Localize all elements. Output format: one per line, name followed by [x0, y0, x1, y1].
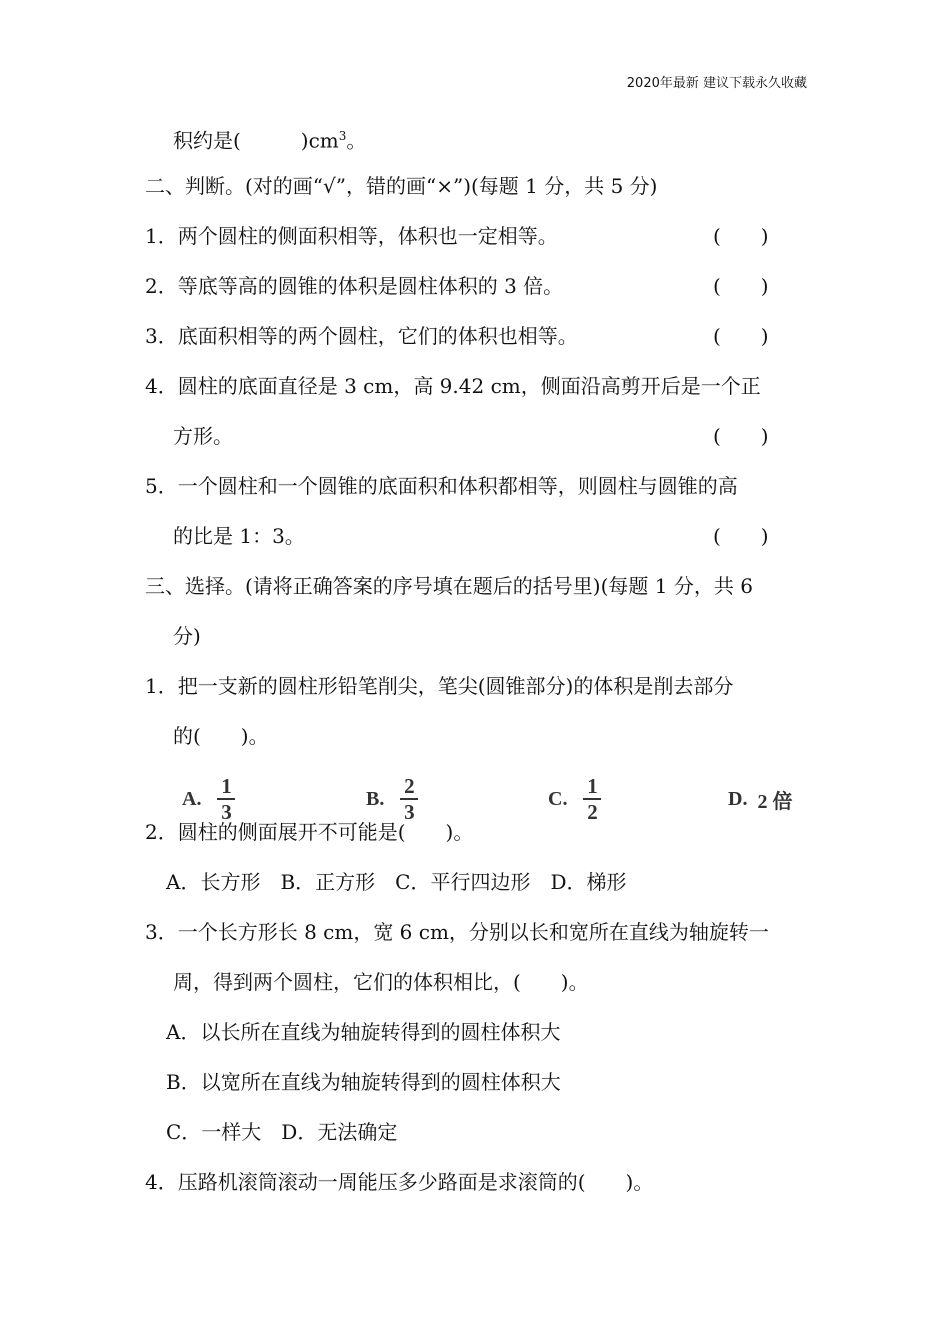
section-3-title: 三、选择。(请将正确答案的序号填在题后的括号里)(每题 1 分，共 6 — [145, 574, 753, 598]
judge-5-cont: 的比是 1：3。 — [173, 524, 305, 548]
judge-5: 5．一个圆柱和一个圆锥的底面积和体积都相等，则圆柱与圆锥的高 — [145, 474, 738, 498]
fraction: $\frac{1}{2}$ — [583, 775, 601, 823]
judge-4: 4．圆柱的底面直径是 3 cm，高 9.42 cm，侧面沿高剪开后是一个正 — [145, 374, 761, 398]
answer-paren: ( ) — [713, 274, 769, 298]
section-3-title-cont: 分) — [173, 624, 201, 648]
choice-1-option-c: C. $\frac{1}{2}$ — [548, 774, 601, 824]
choice-3-option-cd: C．一样大 D．无法确定 — [166, 1120, 398, 1144]
choice-4: 4．压路机滚筒滚动一周能压多少路面是求滚筒的( )。 — [145, 1170, 654, 1194]
page-header: 2020年最新 建议下载永久收藏 — [626, 76, 807, 91]
judge-4-cont: 方形。 — [173, 424, 233, 448]
judge-3: 3．底面积相等的两个圆柱，它们的体积也相等。 — [145, 324, 578, 348]
answer-paren: ( ) — [713, 324, 769, 348]
choice-1: 1．把一支新的圆柱形铅笔削尖，笔尖(圆锥部分)的体积是削去部分 — [145, 674, 734, 698]
judge-2: 2．等底等高的圆锥的体积是圆柱体积的 3 倍。 — [145, 274, 564, 298]
choice-2: 2．圆柱的侧面展开不可能是( )。 — [145, 820, 474, 844]
section-2-title: 二、判断。(对的画“√”，错的画“×”)(每题 1 分，共 5 分) — [145, 174, 658, 198]
judge-1: 1．两个圆柱的侧面积相等，体积也一定相等。 — [145, 224, 558, 248]
choice-3-option-a: A．以长所在直线为轴旋转得到的圆柱体积大 — [166, 1020, 561, 1044]
choice-1-option-b: B. $\frac{2}{3}$ — [366, 774, 418, 824]
choice-3-cont: 周，得到两个圆柱，它们的体积相比，( )。 — [173, 970, 589, 994]
fraction: $\frac{1}{3}$ — [217, 775, 235, 823]
answer-paren: ( ) — [713, 424, 769, 448]
answer-paren: ( ) — [713, 524, 769, 548]
choice-3: 3．一个长方形长 8 cm，宽 6 cm，分别以长和宽所在直线为轴旋转一 — [145, 920, 769, 944]
fraction: $\frac{2}{3}$ — [400, 775, 418, 823]
answer-paren: ( ) — [713, 224, 769, 248]
choice-2-options: A．长方形 B．正方形 C．平行四边形 D．梯形 — [166, 870, 627, 894]
choice-1-option-d: D. 2 倍 — [728, 787, 793, 813]
choice-1-option-a: A. $\frac{1}{3}$ — [182, 774, 235, 824]
choice-3-option-b: B．以宽所在直线为轴旋转得到的圆柱体积大 — [166, 1070, 561, 1094]
choice-1-cont: 的( )。 — [173, 724, 269, 748]
line-volume-end: 积约是( )$cm^3$。 — [173, 128, 367, 153]
